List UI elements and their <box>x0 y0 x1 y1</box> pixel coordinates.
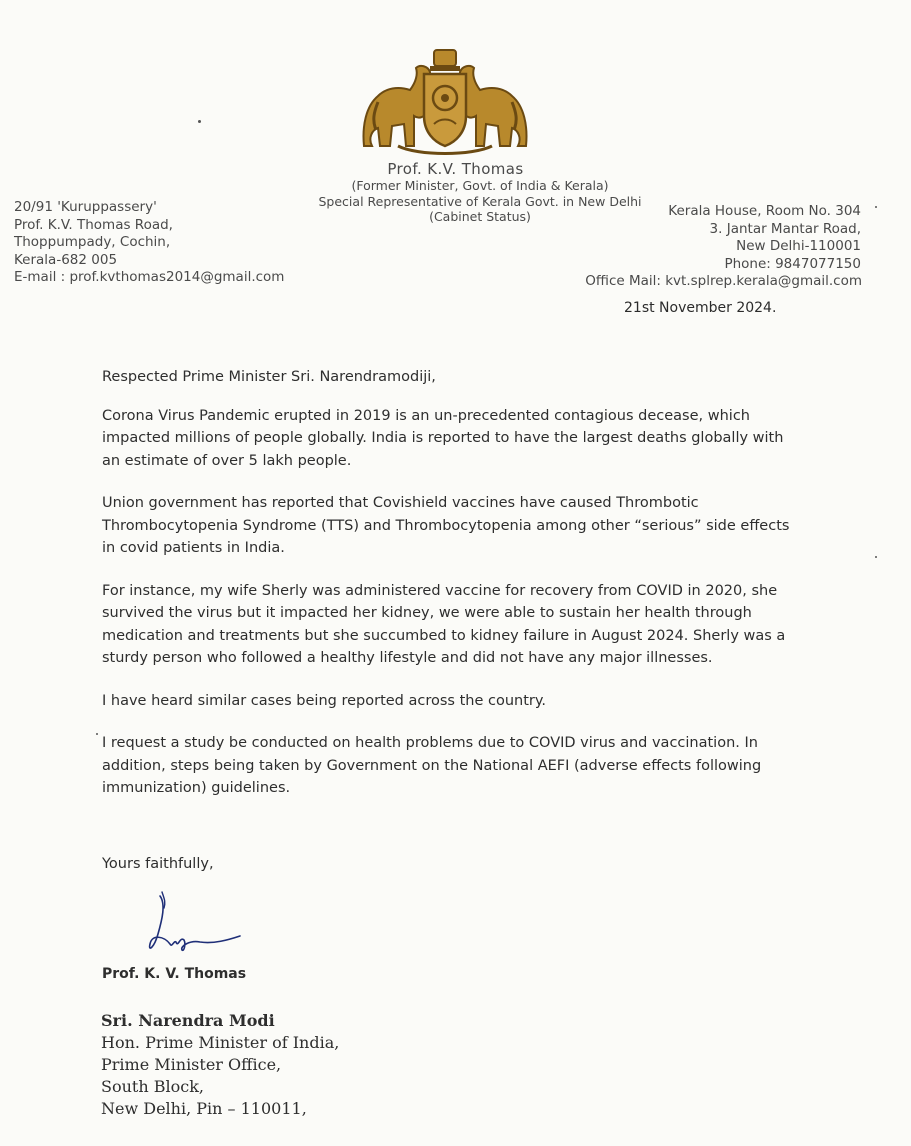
recipient-line: Hon. Prime Minister of India, <box>101 1033 340 1052</box>
email-line: E-mail : prof.kvthomas2014@gmail.com <box>14 269 285 285</box>
recipient-name: Sri. Narendra Modi <box>101 1011 275 1030</box>
address-line: Prof. K.V. Thomas Road, <box>14 216 173 233</box>
recipient-line: New Delhi, Pin – 110011, <box>101 1099 307 1118</box>
signatory-name: Prof. K. V. Thomas <box>102 966 247 982</box>
recipient-line: Prime Minister Office, <box>101 1055 282 1074</box>
address-line: 3. Jantar Mantar Road, <box>709 220 861 237</box>
body-paragraph: Union government has reported that Covishield vaccines have caused Thrombotic Thrombocytopenia Syndrome (TTS) and Thrombocytopenia among other “serious” side effects in covid patients in India. <box>102 495 790 556</box>
designation-line: (Cabinet Status) <box>429 209 531 224</box>
body-paragraph: For instance, my wife Sherly was administered vaccine for recovery from COVID in 2020, she survived the virus but it impacted her kidney, we were able to sustain her health through medication and treatments but she succumbed to kidney failure in August 2024. Sherly was a sturdy person who followed a healthy lifestyle and did not have any major illnesses. <box>102 582 786 666</box>
address-line: Kerala House, Room No. 304 <box>668 203 861 219</box>
office-mail-line: Office Mail: kvt.splrep.kerala@gmail.com <box>585 273 862 289</box>
body-paragraph: I have heard similar cases being reported across the country. <box>102 692 546 709</box>
office-address <box>585 203 861 291</box>
scan-speck <box>198 120 201 123</box>
recipient-address <box>101 1010 339 1120</box>
letter-body <box>102 366 792 820</box>
residence-address <box>14 199 284 287</box>
designation-line: Special Representative of Kerala Govt. in New Delhi <box>318 193 642 209</box>
kerala-state-emblem-icon <box>358 46 532 158</box>
closing: Yours faithfully, <box>102 856 214 872</box>
body-paragraph: Corona Virus Pandemic erupted in 2019 is an un-precedented contagious decease, which impacted millions of people globally. India is reported to have the largest deaths globally with an estimate of over 5 lakh people. <box>102 407 784 469</box>
letterhead-name: Prof. K.V. Thomas <box>387 160 524 178</box>
designation-line: (Former Minister, Govt. of India & Kerala) <box>351 178 609 193</box>
letter-date: 21st November 2024. <box>624 300 777 316</box>
address-line: Kerala-682 005 <box>14 251 118 268</box>
recipient-line: South Block, <box>101 1077 204 1096</box>
scan-speck <box>96 733 98 735</box>
address-line: Thoppumpady, Cochin, <box>14 234 171 250</box>
phone-line: Phone: 9847077150 <box>724 255 861 272</box>
address-line: 20/91 'Kuruppassery' <box>14 199 157 215</box>
address-line: New Delhi-110001 <box>736 238 861 254</box>
scan-speck <box>875 556 877 558</box>
body-paragraph: I request a study be conducted on health problems due to COVID virus and vaccination. In addition, steps being taken by Government on the National AEFI (adverse effects following immunization) guidelines. <box>102 735 762 796</box>
handwritten-signature-icon <box>140 890 250 960</box>
scan-speck <box>875 206 877 208</box>
salutation: Respected Prime Minister Sri. Narendramodiji, <box>102 369 436 385</box>
